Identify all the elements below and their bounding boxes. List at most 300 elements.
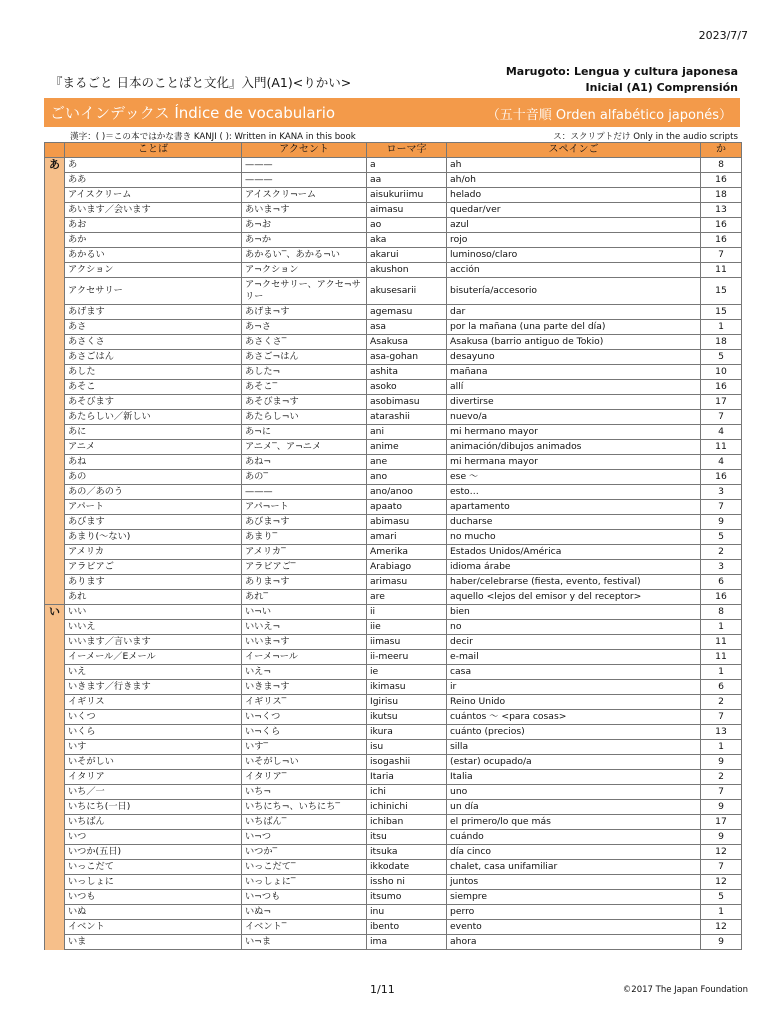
table-row [45,755,742,770]
cell-romaji: Igirisu [367,695,447,710]
cell-romaji: asa-gohan [367,350,447,365]
cell-romaji: agemasu [367,305,447,320]
section-cell [45,365,65,380]
cell-word: あね [65,455,242,470]
cell-spanish: apartamento [447,500,701,515]
cell-spanish: ah/oh [447,173,701,188]
cell-word: あれ [65,590,242,605]
cell-accent: アニメ‾、ア¬ニメ [242,440,367,455]
cell-lesson: 6 [701,680,742,695]
cell-accent: ——— [242,173,367,188]
cell-word: いいえ [65,620,242,635]
table-row [45,905,742,920]
section-cell [45,485,65,500]
cell-romaji: Arabiago [367,560,447,575]
subtitle-line-2: Inicial (A1) Comprensión [585,81,738,94]
table-row [45,875,742,890]
cell-romaji: arimasu [367,575,447,590]
cell-spanish: dar [447,305,701,320]
section-cell [45,875,65,890]
cell-word: あげます [65,305,242,320]
cell-lesson: 15 [701,305,742,320]
cell-spanish: Italia [447,770,701,785]
cell-accent: あまり‾ [242,530,367,545]
cell-lesson: 16 [701,590,742,605]
cell-lesson: 7 [701,710,742,725]
table-row [45,218,742,233]
cell-lesson: 1 [701,740,742,755]
cell-spanish: decir [447,635,701,650]
cell-spanish: ah [447,158,701,173]
cell-accent: い¬ま [242,935,367,950]
cell-word: いいます／言います [65,635,242,650]
cell-word: アパート [65,500,242,515]
section-cell: い [45,605,65,620]
cell-accent: イーメ¬ール [242,650,367,665]
section-cell [45,320,65,335]
table-row [45,485,742,500]
cell-lesson: 15 [701,278,742,305]
vocabulary-table [44,142,742,950]
cell-accent: いぬ¬ [242,905,367,920]
cell-spanish: siempre [447,890,701,905]
cell-romaji: asoko [367,380,447,395]
cell-romaji: a [367,158,447,173]
cell-lesson: 5 [701,530,742,545]
page-number: 1/11 [370,983,395,996]
cell-romaji: ikutsu [367,710,447,725]
cell-romaji: asobimasu [367,395,447,410]
cell-lesson: 9 [701,755,742,770]
cell-romaji: ichinichi [367,800,447,815]
cell-lesson: 11 [701,650,742,665]
cell-lesson: 1 [701,620,742,635]
section-cell [45,305,65,320]
section-cell [45,695,65,710]
cell-lesson: 2 [701,770,742,785]
cell-lesson: 9 [701,800,742,815]
cell-accent: あした¬ [242,365,367,380]
cell-romaji: asa [367,320,447,335]
cell-word: あ [65,158,242,173]
cell-spanish: silla [447,740,701,755]
cell-word: いちばん [65,815,242,830]
section-cell [45,233,65,248]
table-row [45,530,742,545]
section-cell [45,440,65,455]
table-row [45,365,742,380]
cell-lesson: 13 [701,725,742,740]
cell-romaji: ima [367,935,447,950]
cell-lesson: 2 [701,545,742,560]
cell-accent: あさご¬はん [242,350,367,365]
cell-word: あいます／会います [65,203,242,218]
cell-spanish: esto… [447,485,701,500]
table-row [45,815,742,830]
cell-lesson: 11 [701,263,742,278]
cell-word: いくら [65,725,242,740]
cell-spanish: Asakusa (barrio antiguo de Tokio) [447,335,701,350]
cell-lesson: 9 [701,515,742,530]
cell-spanish: ahora [447,935,701,950]
cell-accent: い¬つ [242,830,367,845]
cell-accent: イギリス‾ [242,695,367,710]
cell-spanish: mi hermana mayor [447,455,701,470]
cell-romaji: apaato [367,500,447,515]
cell-lesson: 12 [701,845,742,860]
cell-spanish: no mucho [447,530,701,545]
cell-lesson: 9 [701,935,742,950]
cell-word: いま [65,935,242,950]
table-row [45,725,742,740]
table-row [45,233,742,248]
cell-spanish: desayuno [447,350,701,365]
table-row [45,188,742,203]
cell-accent: ア¬クション [242,263,367,278]
cell-spanish: Reino Unido [447,695,701,710]
cell-lesson: 6 [701,575,742,590]
cell-word: ああ [65,173,242,188]
section-cell [45,530,65,545]
cell-romaji: ikura [367,725,447,740]
cell-word: あそびます [65,395,242,410]
cell-word: あの [65,470,242,485]
cell-spanish: quedar/ver [447,203,701,218]
table-row [45,860,742,875]
table-row [45,575,742,590]
cell-accent: あかるい‾、あかる¬い [242,248,367,263]
cell-word: あります [65,575,242,590]
cell-accent: あ¬お [242,218,367,233]
cell-lesson: 16 [701,218,742,233]
cell-romaji: isogashii [367,755,447,770]
section-cell [45,620,65,635]
cell-accent: アパ¬ート [242,500,367,515]
cell-romaji: akushon [367,263,447,278]
cell-romaji: ano [367,470,447,485]
cell-lesson: 7 [701,410,742,425]
cell-romaji: ie [367,665,447,680]
cell-lesson: 3 [701,560,742,575]
table-row [45,395,742,410]
cell-romaji: issho ni [367,875,447,890]
cell-word: いい [65,605,242,620]
cell-word: アメリカ [65,545,242,560]
cell-lesson: 10 [701,365,742,380]
cell-romaji: ashita [367,365,447,380]
cell-spanish: luminoso/claro [447,248,701,263]
cell-accent: あいま¬す [242,203,367,218]
section-cell [45,590,65,605]
cell-accent: あげま¬す [242,305,367,320]
cell-romaji: ikimasu [367,680,447,695]
table-row [45,335,742,350]
cell-accent: あたらし¬い [242,410,367,425]
cell-lesson: 16 [701,233,742,248]
cell-lesson: 18 [701,188,742,203]
cell-accent: あ¬に [242,425,367,440]
cell-word: イギリス [65,695,242,710]
cell-accent: いっしょに‾ [242,875,367,890]
cell-word: いちにち(一日) [65,800,242,815]
section-cell [45,263,65,278]
cell-spanish: cuántos ～ <para cosas> [447,710,701,725]
cell-lesson: 12 [701,875,742,890]
cell-word: アイスクリーム [65,188,242,203]
cell-accent: あそびま¬す [242,395,367,410]
section-cell [45,920,65,935]
cell-spanish: rojo [447,233,701,248]
table-row [45,650,742,665]
cell-accent: あれ‾ [242,590,367,605]
section-cell [45,380,65,395]
section-cell [45,218,65,233]
cell-accent: いちにち¬、いちにち‾ [242,800,367,815]
cell-romaji: ane [367,455,447,470]
cell-spanish: divertirse [447,395,701,410]
cell-romaji: aa [367,173,447,188]
cell-spanish: perro [447,905,701,920]
section-cell [45,890,65,905]
cell-word: いつも [65,890,242,905]
cell-word: イーメール／Eメール [65,650,242,665]
cell-word: いつ [65,830,242,845]
cell-word: いきます／行きます [65,680,242,695]
table-row [45,620,742,635]
cell-spanish: uno [447,785,701,800]
section-cell [45,725,65,740]
cell-word: イタリア [65,770,242,785]
table-row [45,590,742,605]
section-cell [45,635,65,650]
cell-spanish: nuevo/a [447,410,701,425]
cell-spanish: ducharse [447,515,701,530]
table-row [45,515,742,530]
section-cell: あ [45,158,65,173]
table-row [45,425,742,440]
cell-romaji: itsuka [367,845,447,860]
cell-accent: あびま¬す [242,515,367,530]
cell-word: あに [65,425,242,440]
section-cell [45,188,65,203]
section-cell [45,335,65,350]
cell-spanish: cuándo [447,830,701,845]
cell-spanish: acción [447,263,701,278]
section-cell [45,410,65,425]
table-row [45,500,742,515]
cell-spanish: animación/dibujos animados [447,440,701,455]
cell-accent: あの‾ [242,470,367,485]
cell-lesson: 17 [701,815,742,830]
table-row [45,740,742,755]
cell-word: アクション [65,263,242,278]
cell-word: いえ [65,665,242,680]
cell-accent: いちばん‾ [242,815,367,830]
header-word: ことば [65,143,242,158]
cell-spanish: aquello <lejos del emisor y del receptor> [447,590,701,605]
cell-spanish: mi hermano mayor [447,425,701,440]
cell-accent: い¬くつ [242,710,367,725]
cell-lesson: 7 [701,500,742,515]
table-row [45,263,742,278]
table-row [45,203,742,218]
table-row [45,635,742,650]
section-cell [45,455,65,470]
banner-order: （五十音順 Orden alfabético japonés） [486,108,732,123]
section-cell [45,500,65,515]
index-banner [44,98,740,127]
cell-accent: いいえ¬ [242,620,367,635]
cell-spanish: helado [447,188,701,203]
section-cell [45,845,65,860]
cell-romaji: akusesarii [367,278,447,305]
section-cell [45,935,65,950]
cell-accent: い¬つも [242,890,367,905]
cell-accent: あさくさ‾ [242,335,367,350]
cell-word: あさごはん [65,350,242,365]
cell-romaji: itsu [367,830,447,845]
cell-lesson: 13 [701,203,742,218]
section-cell [45,278,65,305]
cell-word: アラビアご [65,560,242,575]
cell-romaji: Amerika [367,545,447,560]
table-row [45,605,742,620]
cell-word: いっしょに [65,875,242,890]
section-cell [45,860,65,875]
table-row [45,890,742,905]
header-section [45,143,65,158]
table-row [45,920,742,935]
cell-word: アニメ [65,440,242,455]
cell-lesson: 7 [701,860,742,875]
table-row [45,770,742,785]
cell-romaji: ano/anoo [367,485,447,500]
cell-spanish: el primero/lo que más [447,815,701,830]
cell-accent: あ¬さ [242,320,367,335]
table-row [45,350,742,365]
header-spanish: スペインご [447,143,701,158]
cell-word: あした [65,365,242,380]
cell-word: あびます [65,515,242,530]
cell-accent: い¬くら [242,725,367,740]
section-cell [45,770,65,785]
cell-lesson: 5 [701,350,742,365]
cell-word: いくつ [65,710,242,725]
cell-accent: アラビアご‾ [242,560,367,575]
cell-accent: アイスクリ¬ーム [242,188,367,203]
cell-accent: い¬い [242,605,367,620]
cell-word: あさ [65,320,242,335]
section-cell [45,545,65,560]
table-row [45,845,742,860]
cell-lesson: 2 [701,695,742,710]
table-row [45,680,742,695]
cell-spanish: no [447,620,701,635]
table-row [45,278,742,305]
cell-lesson: 16 [701,470,742,485]
cell-spanish: e-mail [447,650,701,665]
table-row [45,800,742,815]
cell-accent: いそがし¬い [242,755,367,770]
section-cell [45,560,65,575]
cell-spanish: por la mañana (una parte del día) [447,320,701,335]
cell-romaji: aimasu [367,203,447,218]
cell-spanish: allí [447,380,701,395]
section-cell [45,785,65,800]
cell-spanish: idioma árabe [447,560,701,575]
cell-romaji: itsumo [367,890,447,905]
cell-word: あそこ [65,380,242,395]
table-row [45,173,742,188]
table-row [45,470,742,485]
cell-word: いす [65,740,242,755]
cell-spanish: cuánto (precios) [447,725,701,740]
cell-accent: いっこだて‾ [242,860,367,875]
cell-lesson: 5 [701,890,742,905]
cell-word: アクセサリー [65,278,242,305]
copyright: ©2017 The Japan Foundation [622,985,748,995]
subtitle-line-1: Marugoto: Lengua y cultura japonesa [505,65,738,78]
cell-romaji: ao [367,218,447,233]
cell-word: あたらしい／新しい [65,410,242,425]
banner-title: ごいインデックス Índice de vocabulario [50,104,336,122]
cell-accent: ——— [242,485,367,500]
header-lesson: か [701,143,742,158]
cell-accent: あそこ‾ [242,380,367,395]
section-cell [45,800,65,815]
cell-lesson: 8 [701,605,742,620]
cell-accent: いつか‾ [242,845,367,860]
table-row [45,560,742,575]
cell-romaji: Asakusa [367,335,447,350]
cell-romaji: aisukuriimu [367,188,447,203]
cell-romaji: ii-meeru [367,650,447,665]
cell-spanish: azul [447,218,701,233]
cell-word: いそがしい [65,755,242,770]
table-row [45,305,742,320]
cell-word: イベント [65,920,242,935]
cell-romaji: anime [367,440,447,455]
cell-spanish: juntos [447,875,701,890]
cell-romaji: ichi [367,785,447,800]
cell-spanish: chalet, casa unifamiliar [447,860,701,875]
cell-spanish: (estar) ocupado/a [447,755,701,770]
section-cell [45,905,65,920]
cell-romaji: are [367,590,447,605]
cell-spanish: mañana [447,365,701,380]
print-date: 2023/7/7 [698,29,748,42]
cell-word: いつか(五日) [65,845,242,860]
section-cell [45,755,65,770]
section-cell [45,203,65,218]
cell-romaji: Itaria [367,770,447,785]
table-row [45,320,742,335]
section-cell [45,173,65,188]
cell-romaji: inu [367,905,447,920]
cell-accent: イベント‾ [242,920,367,935]
cell-romaji: ii [367,605,447,620]
script-note: ス：スクリプトだけ Only in the audio scripts [553,132,738,142]
section-cell [45,425,65,440]
cell-word: いぬ [65,905,242,920]
cell-spanish: haber/celebrarse (fiesta, evento, festival) [447,575,701,590]
cell-lesson: 4 [701,425,742,440]
cell-accent: イタリア‾ [242,770,367,785]
vocabulary-body [45,158,742,950]
cell-spanish: ir [447,680,701,695]
cell-romaji: ichiban [367,815,447,830]
table-row [45,710,742,725]
